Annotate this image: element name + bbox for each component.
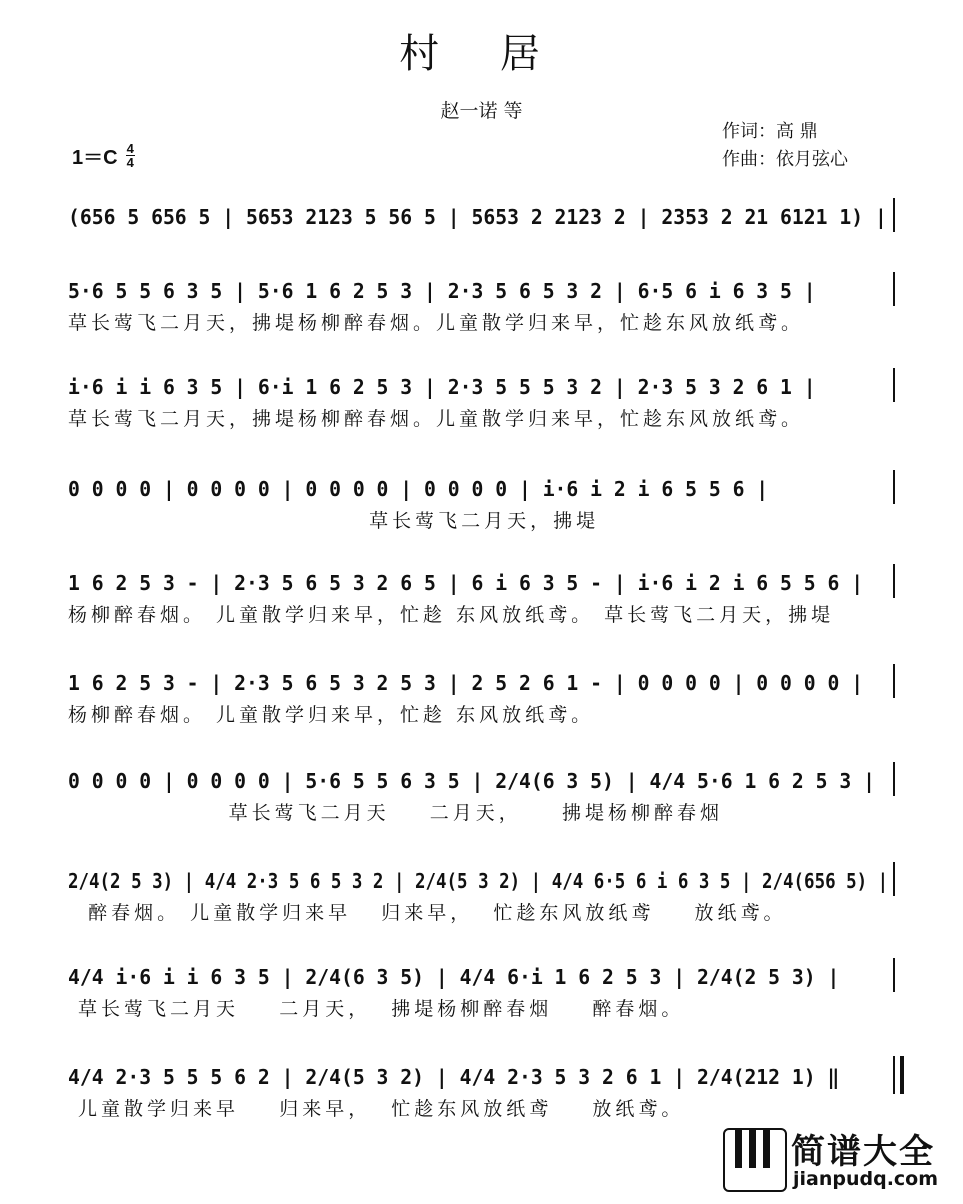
- barline: [893, 762, 895, 796]
- barline: [893, 198, 895, 232]
- notes-line: 5·6 5 5 6 3 5 | 5·6 1 6 2 5 3 | 2·3 5 6 5 3 2 | 6·5 6 i 6 3 5 |: [68, 279, 816, 303]
- logo-name: 简谱大全: [791, 1132, 935, 1172]
- score-row: [0, 766, 963, 824]
- key-signature: [72, 141, 135, 170]
- score-row: [0, 568, 963, 626]
- credits: [722, 118, 848, 174]
- lyrics-line: 草长莺飞二月天，拂堤: [68, 510, 600, 532]
- score-row: [0, 962, 963, 1020]
- barline: [893, 368, 895, 402]
- lyricist: 作词：高 鼎: [722, 121, 818, 142]
- lyrics-line: 儿童散学归来早 归来早， 忙趁东风放纸鸢 放纸鸢。: [68, 1098, 685, 1120]
- singer-name: 赵一诺 等: [440, 100, 523, 122]
- time-signature: [126, 142, 135, 169]
- lyrics-line: 醉春烟。 儿童散学归来早 归来早， 忙趁东风放纸鸢 放纸鸢。: [68, 902, 787, 924]
- notes-line: 1 6 2 5 3 - | 2·3 5 6 5 3 2 6 5 | 6 i 6 3 5 - | i·6 i 2 i 6 5 5 6 |: [68, 571, 864, 595]
- score-row: [0, 372, 963, 430]
- site-logo: [723, 1124, 953, 1196]
- score-row: [0, 202, 963, 242]
- notes-line: 2/4(2 5 3) | 4/4 2·3 5 6 5 3 2 | 2/4(5 3 2) | 4/4 6·5 6 i 6 3 5 | 2/4(656 5) |: [68, 869, 889, 893]
- notes-line: (656 5 656 5 | 5653 2123 5 56 5 | 5653 2 2123 2 | 2353 2 21 6121 1) |: [68, 205, 887, 229]
- time-sig-denominator: 4: [126, 155, 134, 170]
- notes-line: 0 0 0 0 | 0 0 0 0 | 5·6 5 5 6 3 5 | 2/4(6 3 5) | 4/4 5·6 1 6 2 5 3 |: [68, 769, 875, 793]
- score-row: [0, 276, 963, 334]
- lyrics-line: 草长莺飞二月天，拂堤杨柳醉春烟。儿童散学归来早，忙趁东风放纸鸢。: [68, 408, 805, 430]
- barline: [893, 564, 895, 598]
- score-row: [0, 866, 963, 924]
- barline: [893, 664, 895, 698]
- notes-line: 4/4 i·6 i i 6 3 5 | 2/4(6 3 5) | 4/4 6·i 1 6 2 5 3 | 2/4(2 5 3) |: [68, 965, 840, 989]
- time-sig-numerator: 4: [126, 141, 134, 156]
- lyrics-line: 草长莺飞二月天 二月天， 拂堤杨柳醉春烟: [68, 802, 723, 824]
- lyrics-line: 杨柳醉春烟。 儿童散学归来早，忙趁 东风放纸鸢。: [68, 704, 595, 726]
- lyrics-line: 草长莺飞二月天 二月天， 拂堤杨柳醉春烟 醉春烟。: [68, 998, 685, 1020]
- score-row: [0, 668, 963, 726]
- notes-line: 0 0 0 0 | 0 0 0 0 | 0 0 0 0 | 0 0 0 0 | i·6 i 2 i 6 5 5 6 |: [68, 477, 769, 501]
- notes-line: i·6 i i 6 3 5 | 6·i 1 6 2 5 3 | 2·3 5 5 5 3 2 | 2·3 5 3 2 6 1 |: [68, 375, 816, 399]
- song-title: 村 居: [399, 31, 564, 77]
- barline: [893, 272, 895, 306]
- barline: [893, 470, 895, 504]
- key-label: 1＝C: [72, 147, 118, 169]
- lyrics-line: 杨柳醉春烟。 儿童散学归来早，忙趁 东风放纸鸢。 草长莺飞二月天，拂堤: [68, 604, 835, 626]
- composer: 作曲：依月弦心: [722, 149, 848, 170]
- final-barline: [893, 1056, 904, 1094]
- piano-icon: [723, 1128, 787, 1192]
- barline: [893, 958, 895, 992]
- notes-line: 4/4 2·3 5 5 5 6 2 | 2/4(5 3 2) | 4/4 2·3 5 3 2 6 1 | 2/4(212 1) ‖: [68, 1065, 840, 1089]
- lyrics-line: 草长莺飞二月天，拂堤杨柳醉春烟。儿童散学归来早，忙趁东风放纸鸢。: [68, 312, 805, 334]
- barline: [893, 862, 895, 896]
- score-row: [0, 1062, 963, 1120]
- score-row: [0, 474, 963, 532]
- notes-line: 1 6 2 5 3 - | 2·3 5 6 5 3 2 5 3 | 2 5 2 6 1 - | 0 0 0 0 | 0 0 0 0 |: [68, 671, 864, 695]
- logo-url: jianpudq.com: [793, 1168, 939, 1190]
